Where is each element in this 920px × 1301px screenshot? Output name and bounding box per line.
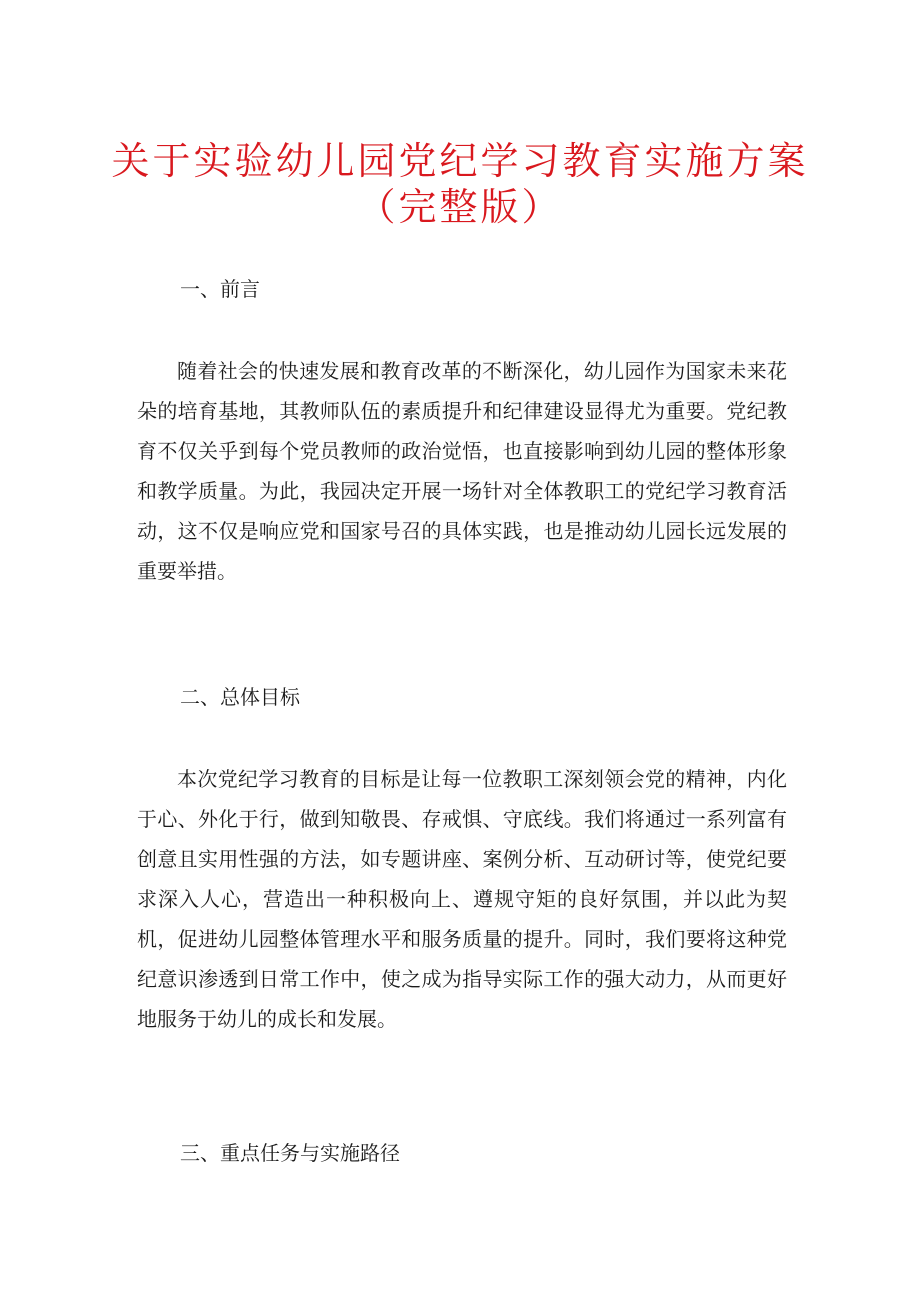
section-heading-key-tasks: 三、重点任务与实施路径 [180, 1141, 400, 1165]
section-paragraph-preface: 随着社会的快速发展和教育改革的不断深化，幼儿园作为国家未来花朵的培育基地，其教师队伍的素质提升和纪律建设显得尤为重要。党纪教育不仅关乎到每个党员教师的政治觉悟，也直接影响到幼儿园的整体形象和教学质量。为此，我园决定开展一场针对全体教职工的党纪学习教育活动，这不仅是响应党和国家号召的具体实践，也是推动幼儿园长远发展的重要举措。 [137, 359, 787, 583]
section-heading-overall-goal: 二、总体目标 [180, 685, 300, 709]
section-paragraph-overall-goal: 本次党纪学习教育的目标是让每一位教职工深刻领会党的精神，内化于心、外化于行，做到知敬畏、存戒惧、守底线。我们将通过一系列富有创意且实用性强的方法，如专题讲座、案例分析、互动研讨等，使党纪要求深入人心，营造出一种积极向上、遵规守矩的良好氛围，并以此为契机，促进幼儿园整体管理水平和服务质量的提升。同时，我们要将这种党纪意识渗透到日常工作中，使之成为指导实际工作的强大动力，从而更好地服务于幼儿的成长和发展。 [137, 767, 787, 1031]
section-heading-preface: 一、前言 [180, 277, 260, 301]
document-title-line2: （完整版） [357, 185, 563, 229]
document-title-line1: 关于实验幼儿园党纪学习教育实施方案 [111, 139, 809, 183]
